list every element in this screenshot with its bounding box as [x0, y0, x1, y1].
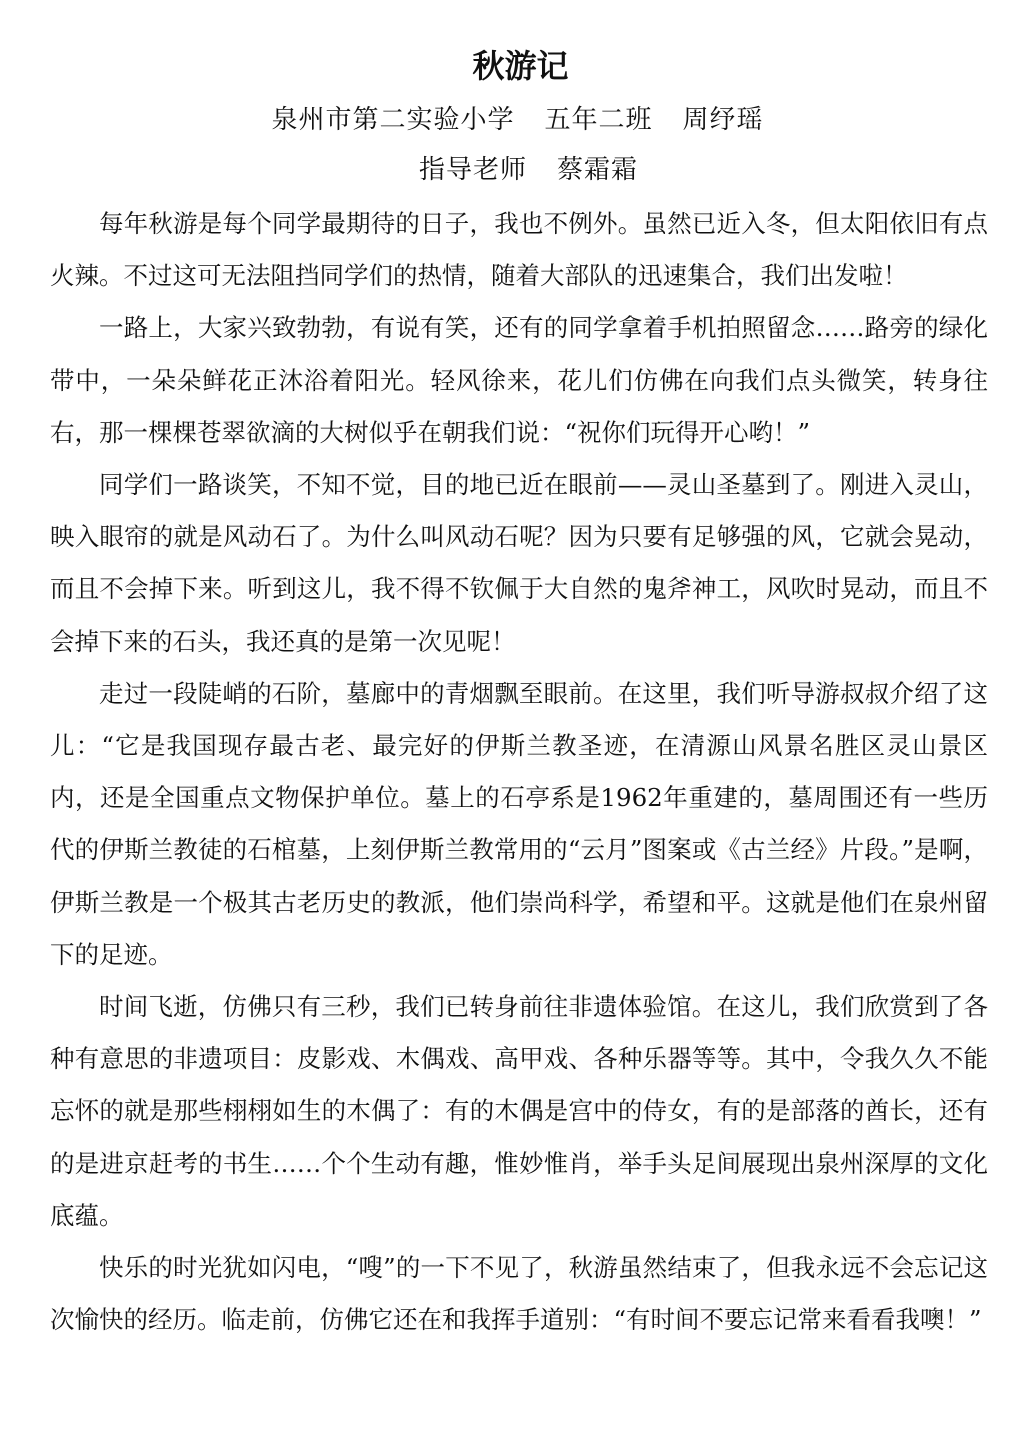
class-name: 五年二班	[544, 105, 653, 135]
essay-title: 秋游记	[472, 47, 569, 85]
paragraph: 快乐的时光犹如闪电，“嗖”的一下不见了，秋游虽然结束了，但我永远不会忘记这次愉快的经历。临走前，仿佛它还在和我挥手道别：“有时间不要忘记常来看看我噢！”	[50, 1253, 988, 1335]
paragraph: 一路上，大家兴致勃勃，有说有笑，还有的同学拿着手机拍照留念……路旁的绿化带中，一朵朵鲜花正沐浴着阳光。轻风徐来，花儿们仿佛在向我们点头微笑，转身往右，那一棵棵苍翠欲滴的大树似乎在朝我们说：“祝你们玩得开心哟！”	[50, 313, 988, 447]
paragraph: 每年秋游是每个同学最期待的日子，我也不例外。虽然已近入冬，但太阳依旧有点火辣。不过这可无法阻挡同学们的热情，随着大部队的迅速集合，我们出发啦！	[50, 209, 988, 291]
teacher-label: 指导老师	[418, 155, 527, 185]
author-line	[0, 100, 1035, 140]
paragraph: 同学们一路谈笑，不知不觉，目的地已近在眼前——灵山圣墓到了。刚进入灵山，映入眼帘的就是风动石了。为什么叫风动石呢？因为只要有足够强的风，它就会晃动，而且不会掉下来。听到这儿，我不得不钦佩于大自然的鬼斧神工，风吹时晃动，而且不会掉下来的石头，我还真的是第一次见呢！	[50, 470, 988, 656]
school-name: 泉州市第二实验小学	[271, 105, 515, 135]
essay-body	[50, 198, 988, 1346]
teacher-name: 蔡霜霜	[557, 155, 639, 185]
teacher-line	[0, 150, 1035, 190]
paragraph: 走过一段陡峭的石阶，墓廊中的青烟飘至眼前。在这里，我们听导游叔叔介绍了这儿：“它是我国现存最古老、最完好的伊斯兰教圣迹，在清源山风景名胜区灵山景区内，还是全国重点文物保护单位。墓上的石亭系是1962年重建的，墓周围还有一些历代的伊斯兰教徒的石棺墓，上刻伊斯兰教常用的“云月”图案或《古兰经》片段。”是啊，伊斯兰教是一个极其古老历史的教派，他们崇尚科学，希望和平。这就是他们在泉州留下的足迹。	[50, 678, 988, 969]
paragraph: 时间飞逝，仿佛只有三秒，我们已转身前往非遗体验馆。在这儿，我们欣赏到了各种有意思的非遗项目：皮影戏、木偶戏、高甲戏、各种乐器等等。其中，令我久久不能忘怀的就是那些栩栩如生的木偶了：有的木偶是宫中的侍女，有的是部落的酋长，还有的是进京赶考的书生……个个生动有趣，惟妙惟肖，举手头足间展现出泉州深厚的文化底蕴。	[50, 992, 988, 1230]
author-name: 周纾瑶	[682, 105, 764, 135]
